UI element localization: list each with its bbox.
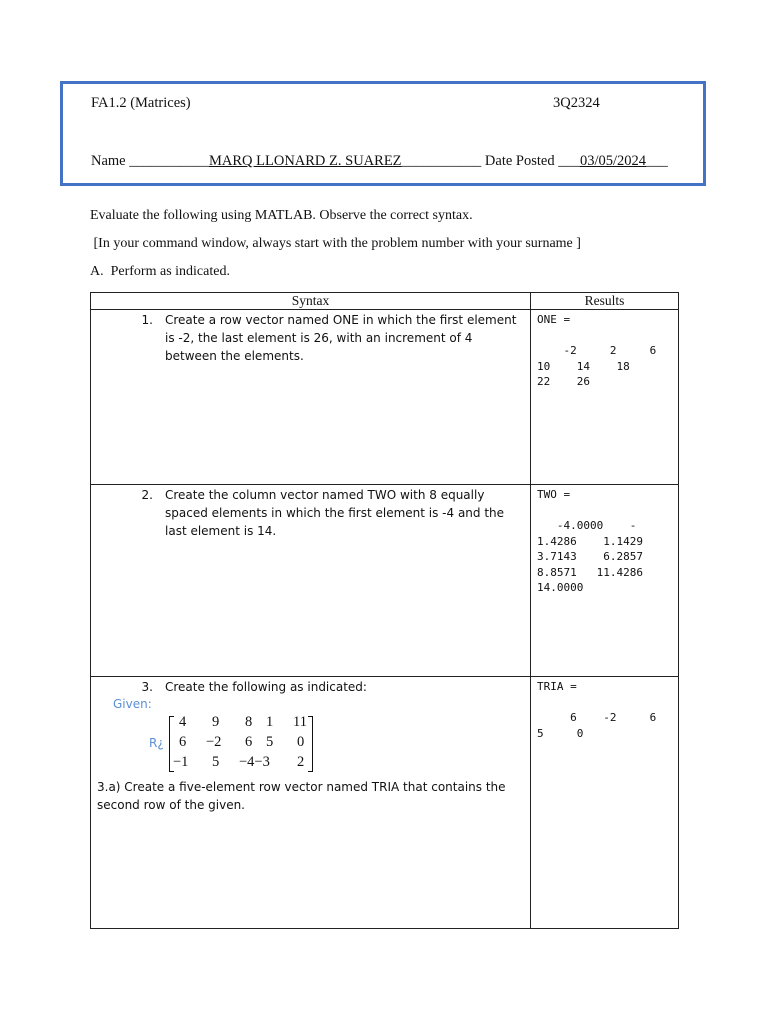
column-header-syntax: Syntax xyxy=(91,293,531,310)
date-underline-post: ___ xyxy=(646,153,668,169)
instruction-line-2: [In your command window, always start with the problem number with your surname ] xyxy=(90,236,581,251)
matrix-cell: 9 xyxy=(212,714,220,730)
given-label: Given: xyxy=(113,697,152,711)
result-cell xyxy=(531,310,679,485)
syntax-cell xyxy=(91,677,531,929)
exercise-table xyxy=(90,292,679,929)
table-header-row xyxy=(91,293,679,310)
matrix-cell: −2 xyxy=(206,734,222,750)
matrix-cell: 11 xyxy=(293,714,307,730)
section-heading: A. Perform as indicated. xyxy=(90,264,230,279)
table-row xyxy=(91,310,679,485)
name-date-row xyxy=(91,153,668,170)
task-number: 1. xyxy=(141,313,153,327)
subtask-text: 3.a) Create a five-element row vector named TRIA that contains the second row of the given. xyxy=(97,780,506,812)
term-code: 3Q2324 xyxy=(553,95,600,111)
result-cell xyxy=(531,677,679,929)
matrix-symbol: R¿ xyxy=(149,736,164,750)
date-underline-pre: ___ xyxy=(558,153,580,169)
result-cell xyxy=(531,485,679,677)
assignment-title: FA1.2 (Matrices) xyxy=(91,95,191,111)
date-label: Date Posted xyxy=(484,153,555,169)
task-text: Create the following as indicated: xyxy=(165,680,367,694)
syntax-cell xyxy=(91,310,531,485)
task-item xyxy=(91,310,530,365)
matrix-right-bracket xyxy=(308,716,313,772)
matrix-cell: 8 xyxy=(245,714,253,730)
matlab-output: ONE = -2 2 6 10 14 18 22 26 xyxy=(537,313,657,388)
matrix-cell: 4 xyxy=(179,714,187,730)
given-matrix xyxy=(91,714,530,774)
matrix-cell: 0 xyxy=(297,734,305,750)
matlab-output: TRIA = 6 -2 6 5 0 xyxy=(537,680,657,740)
matrix-cell: 6 xyxy=(179,734,187,750)
matrix-cell: 1 xyxy=(266,714,274,730)
name-underline-post: ___________ xyxy=(401,153,482,169)
column-header-results: Results xyxy=(531,293,679,310)
task-item xyxy=(91,485,530,540)
matrix-cell: 2 xyxy=(297,754,305,770)
task-item xyxy=(91,677,530,696)
matrix-cell: 6 xyxy=(245,734,253,750)
header-box xyxy=(60,81,706,186)
matrix-cell: −1 xyxy=(173,754,189,770)
matlab-output: TWO = -4.0000 - 1.4286 1.1429 3.7143 6.2857 8.8571 11.4286 14.0000 xyxy=(537,488,643,594)
name-underline-pre: ___________ xyxy=(129,153,209,169)
name-label: Name xyxy=(91,153,126,169)
task-number: 2. xyxy=(141,488,153,502)
task-text: Create a row vector named ONE in which the first element is -2, the last element is 26, with an increment of 4 between the elements. xyxy=(165,313,517,363)
date-posted: 03/05/2024 xyxy=(579,153,647,169)
syntax-cell xyxy=(91,485,531,677)
student-name: MARQ LLONARD Z. SUAREZ xyxy=(209,153,402,169)
matrix-cell: −4−3 xyxy=(239,754,270,770)
matrix-cell: 5 xyxy=(266,734,274,750)
table-row xyxy=(91,485,679,677)
table-row xyxy=(91,677,679,929)
instruction-line-1: Evaluate the following using MATLAB. Observe the correct syntax. xyxy=(90,208,473,223)
task-text: Create the column vector named TWO with 8 equally spaced elements in which the first element is -4 and the last element is 14. xyxy=(165,488,505,538)
matrix-cell: 5 xyxy=(212,754,220,770)
task-number: 3. xyxy=(141,680,153,694)
